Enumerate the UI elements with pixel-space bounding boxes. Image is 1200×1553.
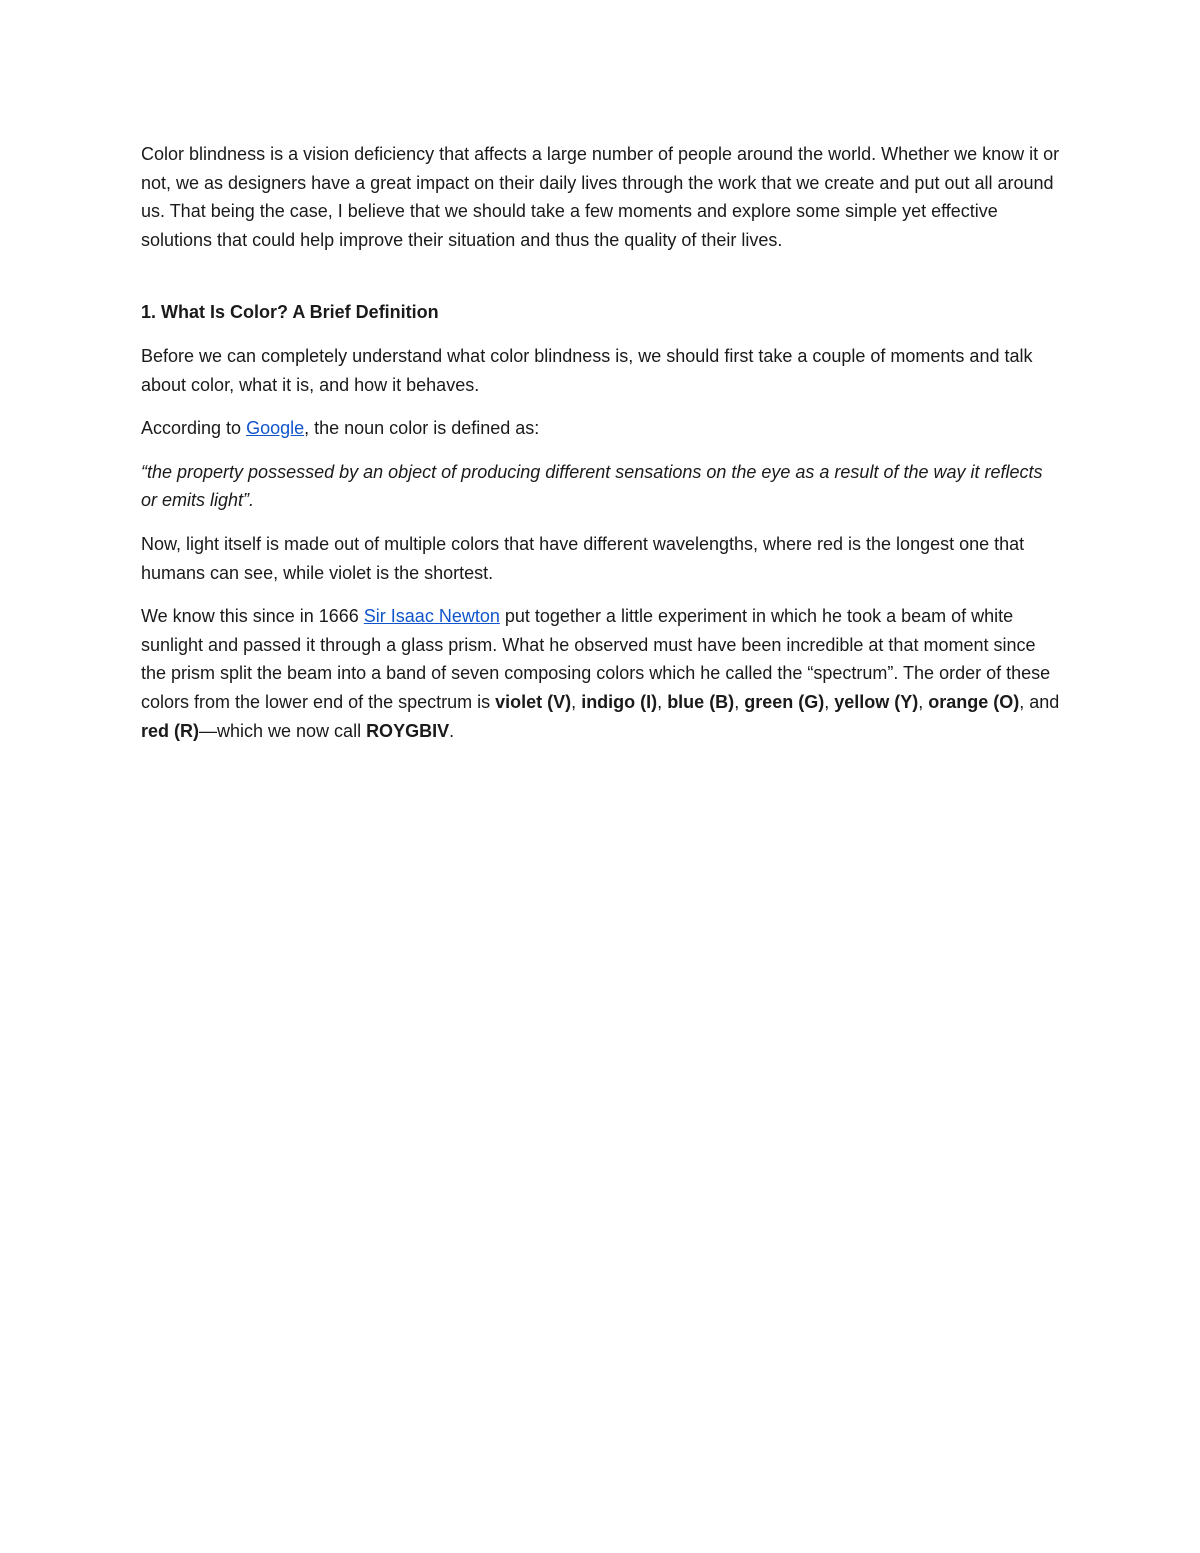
google-link[interactable]: Google <box>246 418 305 439</box>
according-text-before: According to <box>141 418 247 439</box>
according-text-after: , the noun color is defined as: <box>304 418 540 439</box>
separator: , and <box>1019 691 1060 712</box>
color-indigo: indigo (I) <box>581 691 658 712</box>
newton-link[interactable]: Sir Isaac Newton <box>363 606 500 627</box>
separator: , <box>571 691 582 712</box>
color-green: green (G) <box>744 691 825 712</box>
color-blue: blue (B) <box>667 691 735 712</box>
intro-paragraph: Color blindness is a vision deficiency that affects a large number of people around the world. Whether we know it or not, we as designers have a great impact on their daily lives through the work that we create and put out all around us. That being the case, I believe that we should take a few moments and explore some simple yet effective solutions that could help improve their situation and thus the quality of their lives. <box>141 144 1060 250</box>
color-orange: orange (O) <box>928 691 1020 712</box>
separator: , <box>734 691 745 712</box>
separator: , <box>657 691 668 712</box>
paragraph-before: Before we can completely understand what color blindness is, we should first take a couple of moments and talk about color, what it is, and how it behaves. <box>141 345 1033 395</box>
newton-text-2: put together a little experiment in which he took a beam of white sunlight and passed it through a glass prism. What he observed must have been incredible at that moment since the prism split the beam into a band of seven composing colors which he called the “spectrum”. The order of these colors from the lower end of the spectrum is <box>141 606 1051 712</box>
definition-quote: “the property possessed by an object of producing different sensations on the eye as a result of the way it reflects or emits light”. <box>141 461 1043 511</box>
separator: , <box>824 691 835 712</box>
section-heading: 1. What Is Color? A Brief Definition <box>141 302 439 323</box>
color-yellow: yellow (Y) <box>834 691 919 712</box>
newton-text-1: We know this since in 1666 <box>141 606 364 627</box>
document-body <box>141 140 1061 760</box>
color-violet: violet (V) <box>495 691 572 712</box>
roygbiv-term: ROYGBIV <box>366 720 450 741</box>
paragraph-according <box>141 414 1061 443</box>
paragraph-light: Now, light itself is made out of multiple colors that have different wavelengths, where red is the longest one that humans can see, while violet is the shortest. <box>141 533 1025 583</box>
separator: —which we now call <box>199 720 367 741</box>
paragraph-newton <box>141 602 1061 745</box>
color-red: red (R) <box>141 720 199 741</box>
sentence-end: . <box>449 720 455 741</box>
separator: , <box>918 691 929 712</box>
